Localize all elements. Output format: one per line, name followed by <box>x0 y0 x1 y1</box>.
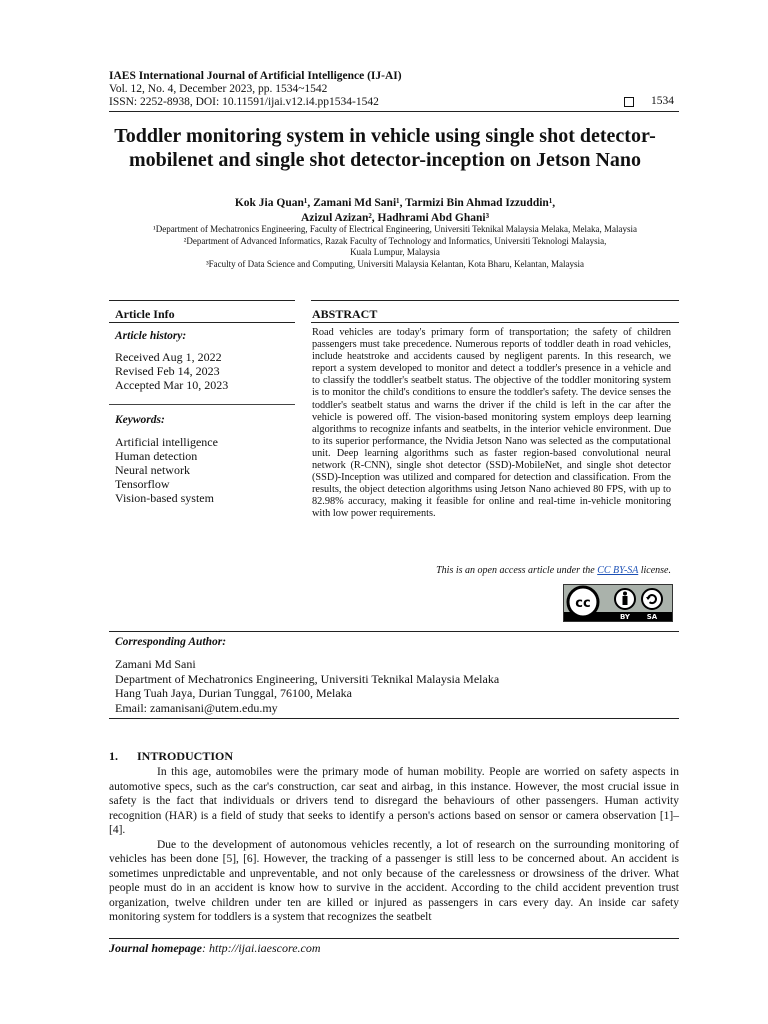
keyword-item: Neural network <box>115 463 190 477</box>
article-history-label: Article history: <box>115 330 187 342</box>
affiliation-2: ²Department of Advanced Informatics, Razak Faculty of Technology and Informatics, Universiti Teknologi Malaysia, <box>183 235 607 246</box>
abstract-heading: ABSTRACT <box>312 307 378 321</box>
square-icon <box>624 97 634 107</box>
badge-sa-label: SA <box>646 613 658 621</box>
corresponding-top-rule <box>109 631 679 632</box>
journal-issn-doi: ISSN: 2252-8938, DOI: 10.11591/ijai.v12.i4.pp1534-1542 <box>109 96 379 108</box>
corresponding-dept: Department of Mechatronics Engineering, Universiti Teknikal Malaysia Melaka <box>115 671 500 686</box>
keyword-list <box>115 435 218 505</box>
received-date: Received Aug 1, 2022 <box>115 350 222 364</box>
info-heading-rule <box>109 322 295 323</box>
corresponding-email: Email: zamanisani@utem.edu.my <box>115 700 278 715</box>
footer-rule <box>109 938 679 939</box>
section-number: 1. <box>109 749 118 763</box>
author-line-1: Kok Jia Quan¹, Zamani Md Sani¹, Tarmizi Bin Ahmad Izzuddin¹, <box>234 197 556 209</box>
cc-icon <box>568 587 598 617</box>
abstract-top-rule <box>311 300 679 301</box>
page-number: 1534 <box>651 95 674 107</box>
affiliation-2-cont: Kuala Lumpur, Malaysia <box>350 247 440 257</box>
affiliation-3: ³Faculty of Data Science and Computing, Universiti Malaysia Kelantan, Kota Bharu, Kelantan, Malaysia <box>205 258 585 269</box>
section-heading <box>109 749 233 764</box>
homepage-label: Journal homepage <box>109 941 203 955</box>
header-divider <box>109 111 679 112</box>
attribution-icon <box>615 589 635 609</box>
corresponding-heading: Corresponding Author: <box>115 636 227 648</box>
keyword-item: Vision-based system <box>115 491 214 505</box>
section-title: INTRODUCTION <box>137 749 234 763</box>
share-alike-icon <box>642 589 662 609</box>
corresponding-name: Zamani Md Sani <box>115 657 196 671</box>
accepted-date: Accepted Mar 10, 2023 <box>115 378 229 392</box>
intro-paragraph-2: Due to the development of autonomous vehicles recently, a lot of research on the surrounding monitoring of vehicles has been done [5], [6]. However, the tracking of a passenger is still less to be concerned about. An accident is sometimes unpredictable and unpreventable, and not only because of the carelessness or drowsiness of the driver. What people must do in an accident is know how to survive in the accident. According to the child accident prevention trust organization, twelve children under ten are killed or injured as passengers in cars every day. An inside car safety monitoring system for toddlers is a system that recognizes the seatbelt <box>109 838 679 923</box>
keyword-item: Artificial intelligence <box>115 435 218 449</box>
author-list <box>100 196 690 226</box>
license-line <box>312 565 671 576</box>
license-suffix: license. <box>638 565 671 576</box>
author-line-2: Azizul Azizan², Hadhrami Abd Ghani³ <box>300 212 490 224</box>
abstract-text: Road vehicles are today's primary form of transportation; the safety of children passengers must take precedence. Numerous reports of toddler death in road vehicles, include heatstroke and accidents caused by negligent parents. In this research, we report a system developed to monitor and detect a toddler's presence in a vehicle and to classify the toddler's seatbelt status. The objective of the toddler monitoring system is to monitor the child's conditions to ensure the toddler's safety. The device senses the toddler's seatbelt status and warns the driver if the child is left in the car after the vehicle is powered off. The vision-based monitoring system employs deep learning algorithms to recognize infants and seatbelts, in the interior vehicle environment. Due to its superior performance, the Nvidia Jetson Nano was selected as the computational unit. Deep learning algorithms such as faster region-based convolutional neural network (R-CNN), single shot detector (SSD)-MobileNet, and single shot detector (SSD)-Inception was utilized and compared for detection and classification. From the results, the object detection algorithms using Jetson Nano achieved 80 FPS, with up to 82.98% accuracy, making it feasible for online and real-time in-vehicle monitoring with low power requirements. <box>312 327 671 520</box>
paper-title: Toddler monitoring system in vehicle using single shot detector-mobilenet and single shot detector-inception on Jetson Nano <box>114 125 656 171</box>
keyword-item: Human detection <box>115 449 198 463</box>
info-top-rule <box>109 300 295 301</box>
svg-text:cc: cc <box>575 596 591 611</box>
journal-homepage <box>109 941 321 956</box>
homepage-url[interactable]: : http://ijai.iaescore.com <box>202 941 321 955</box>
journal-volume: Vol. 12, No. 4, December 2023, pp. 1534~1542 <box>109 83 328 95</box>
journal-name: IAES International Journal of Artificial Intelligence (IJ-AI) <box>109 70 402 82</box>
revised-date: Revised Feb 14, 2023 <box>115 364 220 378</box>
keyword-item: Tensorflow <box>115 477 170 491</box>
badge-by-label: BY <box>619 613 631 621</box>
affiliation-list <box>100 224 690 270</box>
keywords-label: Keywords: <box>115 414 165 426</box>
affiliation-1: ¹Department of Mechatronics Engineering, Faculty of Electrical Engineering, Universiti Teknikal Malaysia Melaka, Melaka, Malaysia <box>153 224 637 234</box>
abstract-heading-rule <box>311 322 679 323</box>
license-link[interactable]: CC BY-SA <box>597 565 639 576</box>
intro-body <box>109 765 679 925</box>
corresponding-bottom-rule <box>109 718 679 719</box>
license-prefix: This is an open access article under the <box>436 565 598 576</box>
article-history <box>115 350 228 392</box>
corresponding-address: Hang Tuah Jaya, Durian Tunggal, 76100, Melaka <box>115 686 352 700</box>
intro-paragraph-1: In this age, automobiles were the primary mode of human mobility. People are worried on safety aspects in automotive specs, such as the car's construction, car seat and airbag, in this instance. However, the most crucial issue in safety is the fact that individuals or drivers tend to disregard the behaviours of other passengers. Human activity recognition (HAR) is a field of study that seeks to identify a person's actions based on sensor or camera observation [1]–[4]. <box>109 766 679 836</box>
cc-by-sa-badge[interactable] <box>563 584 673 622</box>
corresponding-details <box>115 657 499 715</box>
article-info-heading: Article Info <box>115 307 175 321</box>
info-divider <box>109 404 295 405</box>
